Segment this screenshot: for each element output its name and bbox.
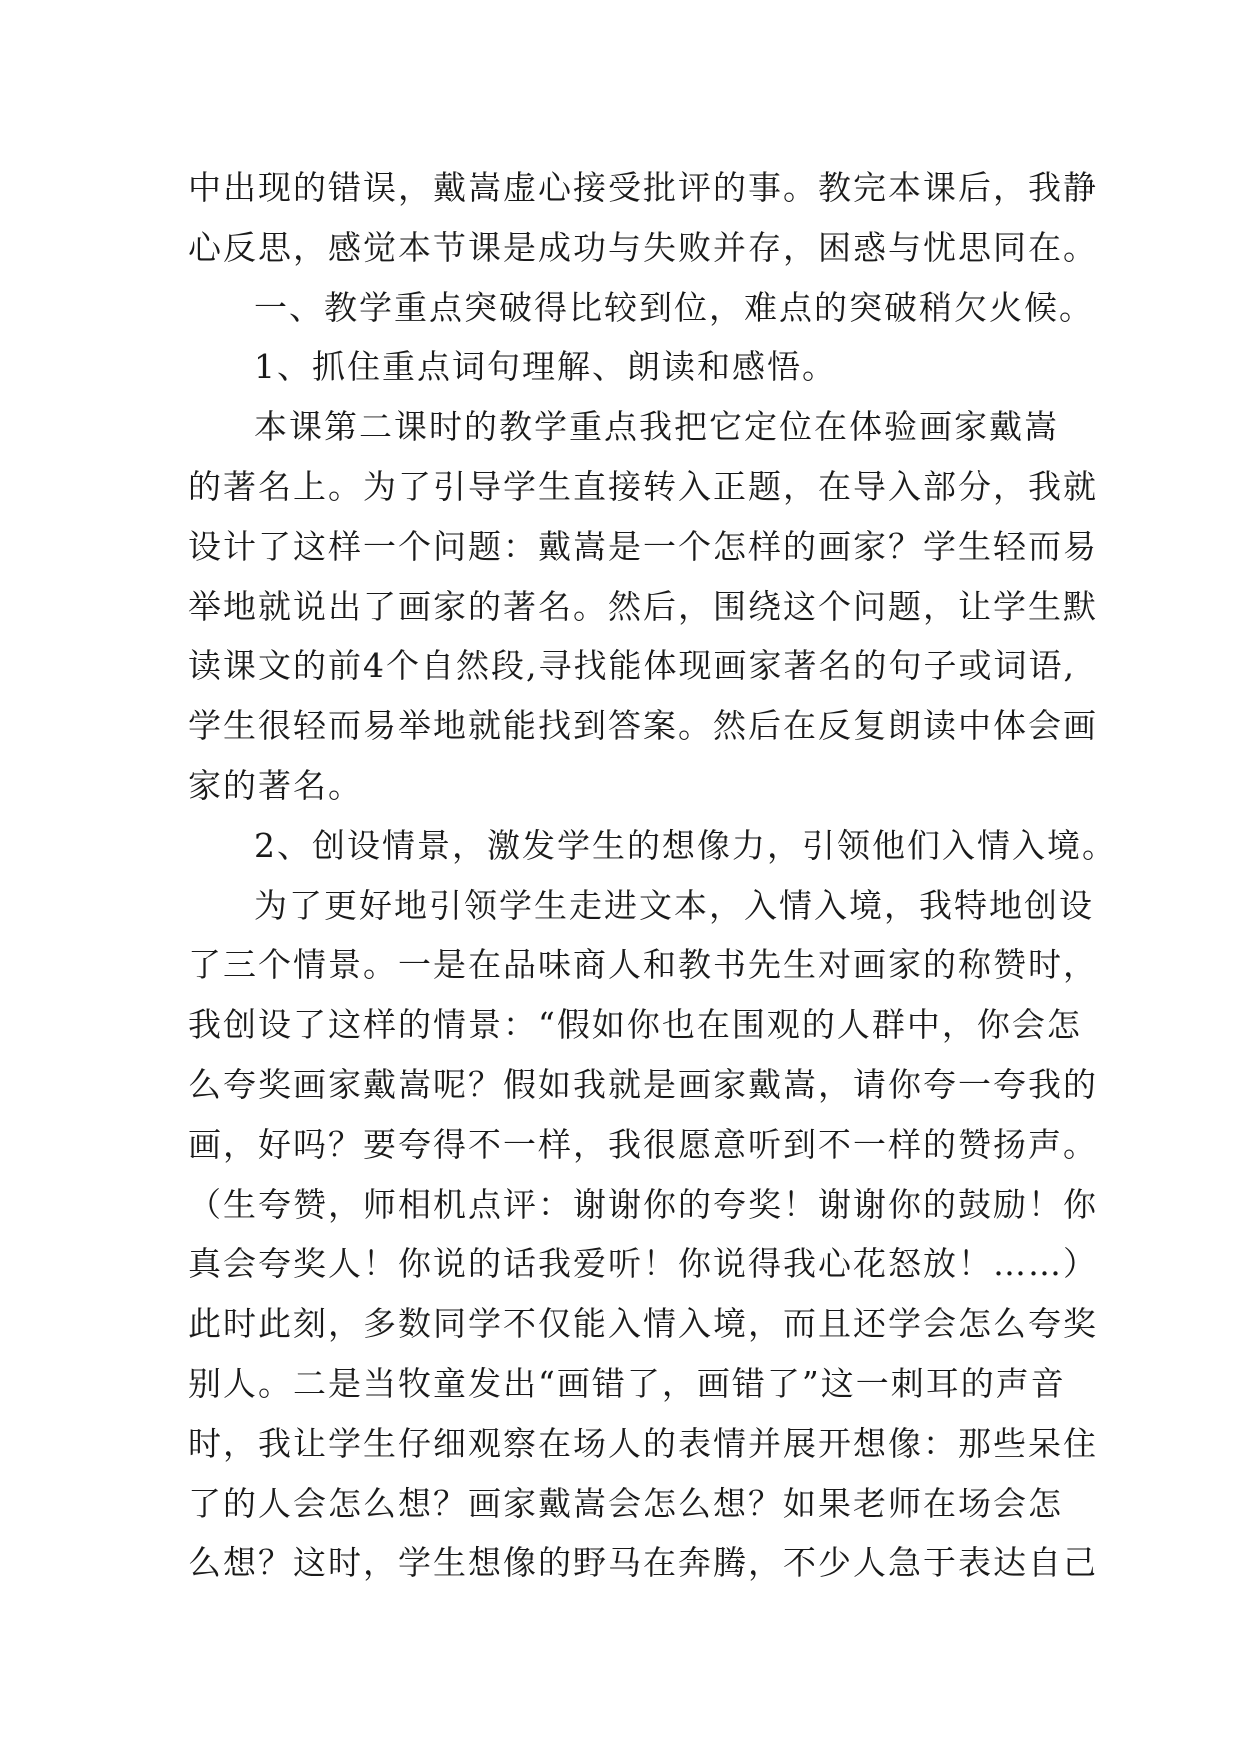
text-line: 了的人会怎么想？画家戴嵩会怎么想？如果老师在场会怎 [188,1483,1063,1523]
section-heading: 一、教学重点突破得比较到位，难点的突破稍欠火候。 [254,287,1094,327]
subsection-heading: 1、抓住重点词句理解、朗读和感悟。 [254,347,837,387]
text-line: 别人。二是当牧童发出“画错了，画错了”这一刺耳的声音 [188,1363,1066,1403]
text-line: 中出现的错误，戴嵩虚心接受批评的事。教完本课后，我静 [188,168,1098,207]
body-text [188,158,1117,1593]
text-line: 么夸奖画家戴嵩呢？假如我就是画家戴嵩，请你夸一夸我的 [188,1064,1098,1104]
text-line: 了三个情景。一是在品味商人和教书先生对画家的称赞时， [188,945,1098,985]
text-line: 我创设了这样的情景：“假如你也在围观的人群中，你会怎 [188,1005,1082,1045]
text-line: 真会夸奖人！你说的话我爱听！你说得我心花怒放！……） [188,1244,1098,1284]
text-line: 么想？这时，学生想像的野马在奔腾，不少人急于表达自己 [188,1543,1098,1583]
text-line: 设计了这样一个问题：戴嵩是一个怎样的画家？学生轻而易 [188,526,1098,566]
text-line: （生夸赞，师相机点评：谢谢你的夸奖！谢谢你的鼓励！你 [188,1184,1098,1224]
text-line: 举地就说出了画家的著名。然后，围绕这个问题，让学生默 [188,586,1098,626]
subsection-heading: 2、创设情景，激发学生的想像力，引领他们入情入境。 [254,825,1117,865]
text-line: 心反思，感觉本节课是成功与失败并存，困惑与忧思同在。 [188,227,1098,267]
text-line: 的著名上。为了引导学生直接转入正题，在导入部分，我就 [188,466,1098,506]
text-line: 本课第二课时的教学重点我把它定位在体验画家戴嵩 [254,407,1059,447]
text-line: 读课文的前4个自然段,寻找能体现画家著名的句子或词语, [188,646,1076,686]
text-line: 时，我让学生仔细观察在场人的表情并展开想像：那些呆住 [188,1423,1098,1463]
text-line: 学生很轻而易举地就能找到答案。然后在反复朗读中体会画 [188,706,1098,746]
text-line: 家的著名。 [188,765,363,805]
text-line: 画，好吗？要夸得不一样，我很愿意听到不一样的赞扬声。 [188,1124,1098,1164]
text-line: 为了更好地引领学生走进文本，入情入境，我特地创设 [254,885,1094,925]
text-line: 此时此刻，多数同学不仅能入情入境，而且还学会怎么夸奖 [188,1304,1098,1344]
